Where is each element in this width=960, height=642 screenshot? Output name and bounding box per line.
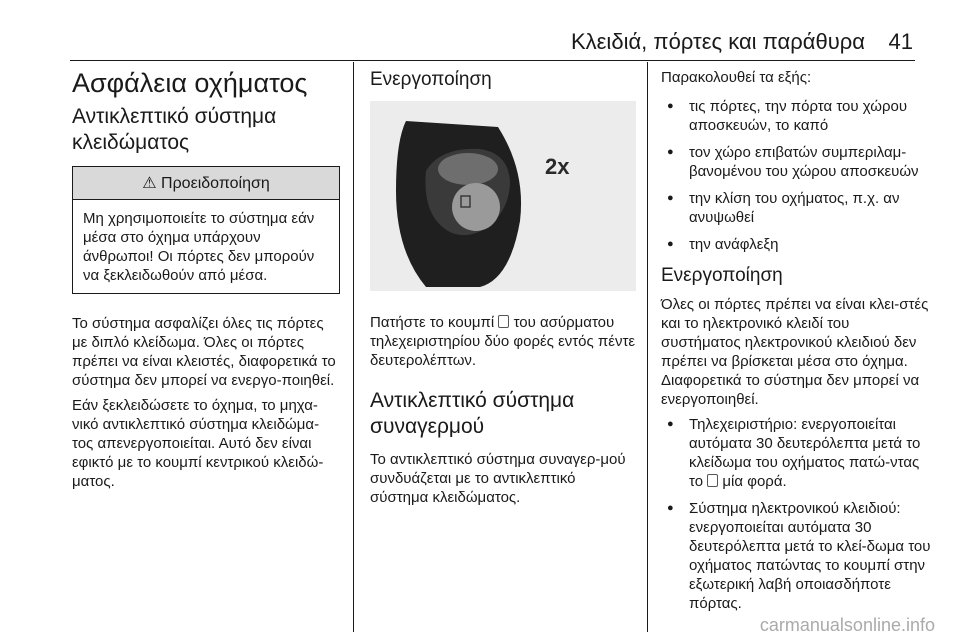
key-fob-illustration [370, 101, 636, 291]
monitored-items-list [661, 97, 931, 254]
warning-triangle-icon: ⚠ [142, 175, 157, 192]
lock-button-icon [498, 315, 509, 328]
paragraph [370, 313, 636, 370]
header-rule [70, 60, 915, 61]
paragraph: Εάν ξεκλειδώσετε το όχημα, το μηχα-νικό αντικλεπτικό σύστημα κλειδώμα-τος απενεργοποιείται. Αυτό δεν είναι εφικτό με το κουμπί κεντρικού κλειδώ-ματος. [72, 397, 324, 490]
list-item-text: Τηλεχειριστήριο: ενεργοποιείται αυτόματα 30 δευτερόλεπτα μετά το κλείδωμα του οχήματος πατώ-ντας το [689, 416, 921, 490]
key-fob-icon [370, 101, 636, 291]
list-item [661, 415, 931, 491]
section-heading: Ασφάλεια οχήματος [72, 68, 308, 98]
list-item: ● την κλίση του οχήματος, π.χ. αν ανυψωθεί [661, 189, 931, 227]
column-divider-1 [353, 62, 354, 632]
list-item: ● τις πόρτες, την πόρτα του χώρου αποσκευών, το καπό [661, 97, 931, 135]
warning-title: Προειδοποίηση [161, 175, 270, 192]
list-item: ● Σύστημα ηλεκτρονικού κλειδιού: ενεργοποιείται αυτόματα 30 δευτερόλεπτα μετά το κλεί-δωμα του οχήματος πατώντας το κουμπί στην εξωτερική λαβή οποιασδήποτε πόρτας. [661, 499, 931, 613]
paragraph: Το σύστημα ασφαλίζει όλες τις πόρτες με διπλό κλείδωμα. Όλες οι πόρτες πρέπει να είναι κλειστές, διαφορετικά το σύστημα δεν μπορεί να ενεργο-ποιηθεί. [72, 315, 336, 389]
warning-text: Μη χρησιμοποιείτε το σύστημα εάν μέσα στο όχημα υπάρχουν άνθρωποι! Οι πόρτες δεν μπορούν να ξεκλειδωθούν από μέσα. [83, 210, 315, 284]
subsection-heading: Αντικλεπτικό σύστημα κλειδώματος [72, 105, 277, 154]
paragraph-text: Πατήστε το κουμπί [370, 314, 495, 331]
paragraph: Το αντικλεπτικό σύστημα συναγερ-μού συνδυάζεται με το αντικλεπτικό σύστημα κλειδώματος. [370, 451, 626, 506]
subsection-heading: Αντικλεπτικό σύστημα συναγερμού [370, 389, 575, 438]
watermark: carmanualsonline.info [759, 615, 935, 635]
lock-button-icon [707, 474, 718, 487]
column-1 [72, 62, 340, 497]
list-item: ● τον χώρο επιβατών συμπεριλαμ-βανομένου του χώρου αποσκευών [661, 143, 931, 181]
running-header-title: Κλειδιά, πόρτες και παράθυρα [570, 29, 865, 54]
column-divider-2 [647, 62, 648, 632]
column-2 [370, 62, 636, 513]
activation-methods-list [661, 415, 931, 613]
press-twice-label: 2x [545, 154, 570, 179]
column-3 [661, 62, 931, 621]
paragraph: Όλες οι πόρτες πρέπει να είναι κλει-στές και το ηλεκτρονικό κλειδί του συστήματος ηλεκτρονικού κλειδιού δεν πρέπει να βρίσκεται μέσα στο όχημα. Διαφορετικά το σύστημα δεν μπορεί να ενεργοποιηθεί. [661, 296, 929, 408]
list-item-text: μία φορά. [722, 473, 787, 490]
list-item: ● την ανάφλεξη [661, 235, 931, 254]
paragraph: Παρακολουθεί τα εξής: [661, 69, 812, 86]
paragraph-text: του ασύρματου τηλεχειριστηρίου δύο φορές εντός πέντε δευτερολέπτων. [370, 314, 636, 369]
activation-heading: Ενεργοποίηση [370, 69, 492, 90]
activation-heading: Ενεργοποίηση [661, 265, 783, 286]
warning-header [73, 167, 339, 200]
warning-box [72, 166, 340, 294]
page-number: 41 [888, 29, 913, 54]
